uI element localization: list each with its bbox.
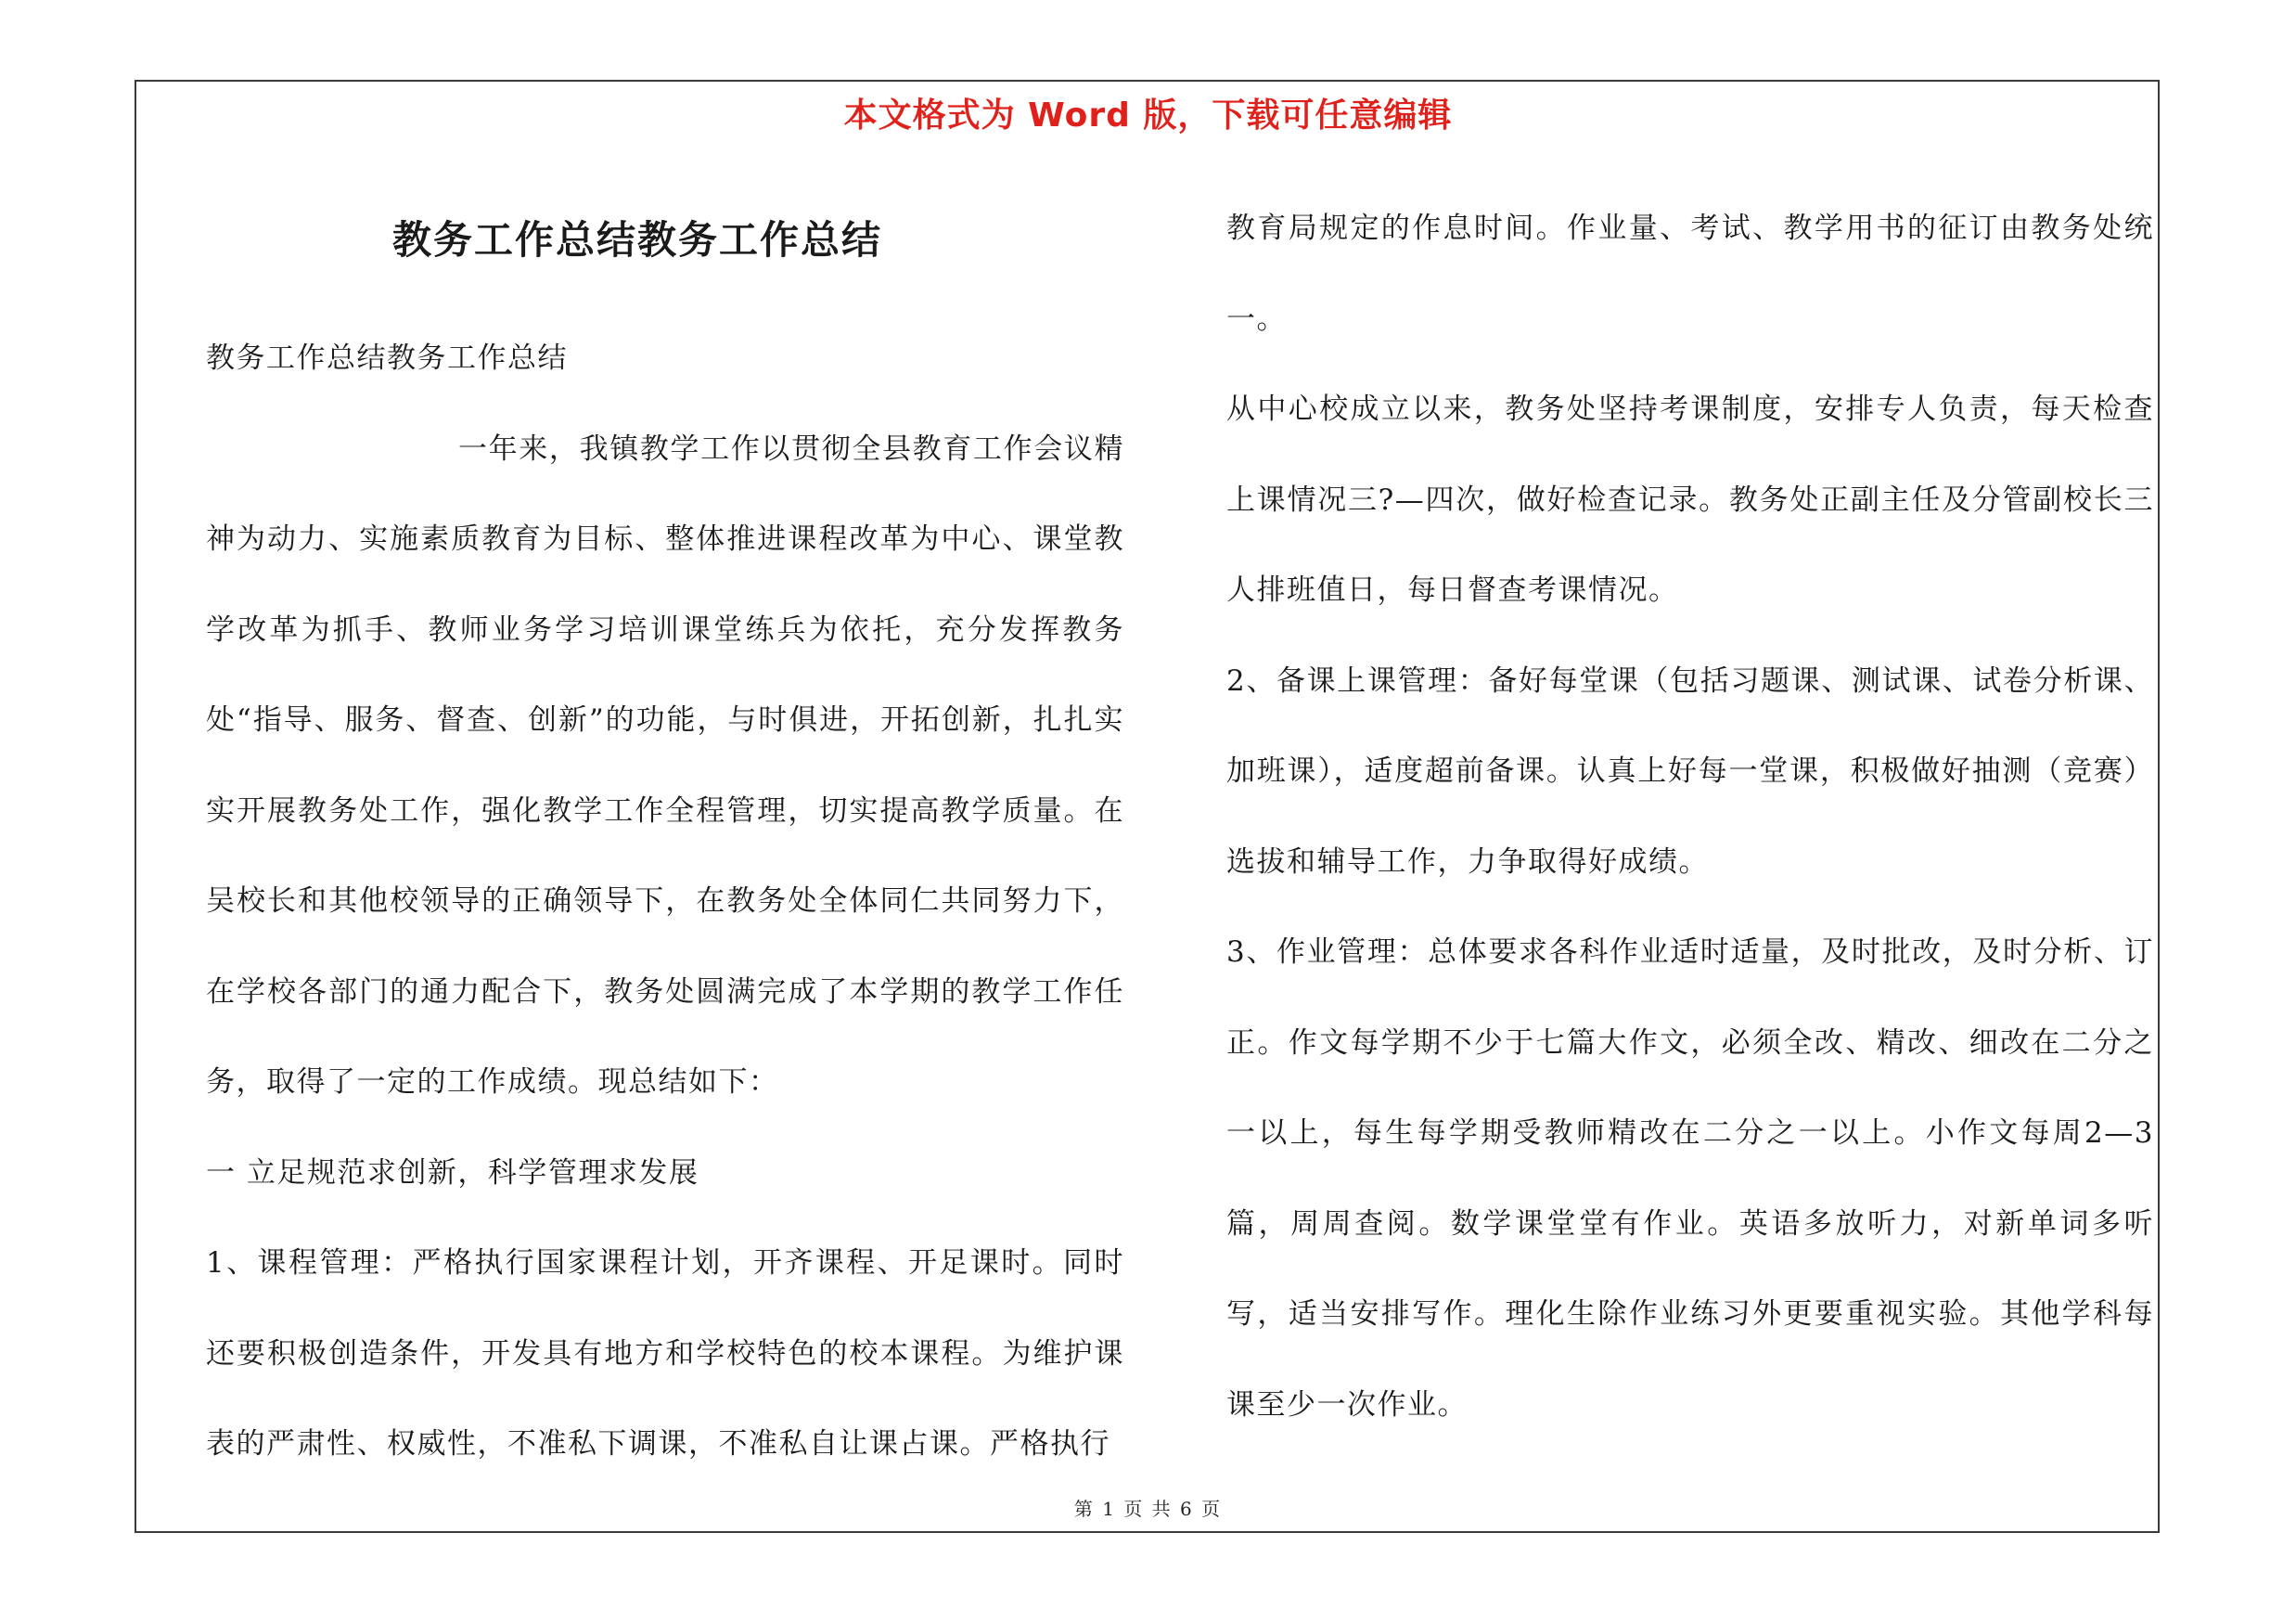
curriculum-paragraph: 1、课程管理：严格执行国家课程计划，开齐课程、开足课时。同时还要积极创造条件，开发具有地方和学校特色的校本课程。为维护课表的严肃性、权威性，不准私下调课，不准私自让课占课。严格执行 <box>206 1246 1124 1461</box>
subtitle-paragraph: 教务工作总结教务工作总结 <box>206 341 568 375</box>
right-column <box>1226 184 2163 1450</box>
page-number-footer: 第 1 页 共 6 页 <box>1073 1498 1223 1520</box>
homework-paragraph: 3、作业管理：总体要求各科作业适时适量，及时批改，及时分析、订正。作文每学期不少于七篇大作文，必须全改、精改、细改在二分之一以上，每生每学期受教师精改在二分之一以上。小作文每周2—3 篇，周周查阅。数学课堂堂有作业。英语多放听力，对新单词多听写，适当安排写作。理化生除作业练习外更要重视实验。其他学科每课至少一次作业。 <box>1226 935 2154 1422</box>
format-notice-banner: 本文格式为 Word 版，下载可任意编辑 <box>843 97 1453 135</box>
lesson-prep-paragraph: 2、备课上课管理：备好每堂课（包括习题课、测试课、试卷分析课、加班课），适度超前备课。认真上好每一堂课，积极做好抽测（竞赛）选拔和辅导工作，力争取得好成绩。 <box>1226 663 2154 879</box>
schedule-paragraph: 教育局规定的作息时间。作业量、考试、教学用书的征订由教务处统一。 <box>1226 212 2154 336</box>
section-heading: 一 立足规范求创新，科学管理求发展 <box>206 1155 699 1190</box>
inspection-paragraph: 从中心校成立以来，教务处坚持考课制度，安排专人负责，每天检查上课情况三?—四次，做好检查记录。教务处正副主任及分管副校长三人排班值日，每日督查考课情况。 <box>1226 393 2154 607</box>
intro-paragraph: 一年来，我镇教学工作以贯彻全县教育工作会议精神为动力、实施素质教育为目标、整体推进课程改革为中心、课堂教学改革为抓手、教师业务学习培训课堂练兵为依托，充分发挥教务处“指导、服务、督查、创新”的功能，与时俱进，开拓创新，扎扎实实开展教务处工作，强化教学工作全程管理，切实提高教学质量。在吴校长和其他校领导的正确领导下，在教务处全体同仁共同努力下，在学校各部门的通力配合下，教务处圆满完成了本学期的教学工作任务，取得了一定的工作成绩。现总结如下： <box>206 432 1124 1099</box>
left-column <box>206 186 1138 1490</box>
document-title: 教务工作总结教务工作总结 <box>391 217 882 263</box>
